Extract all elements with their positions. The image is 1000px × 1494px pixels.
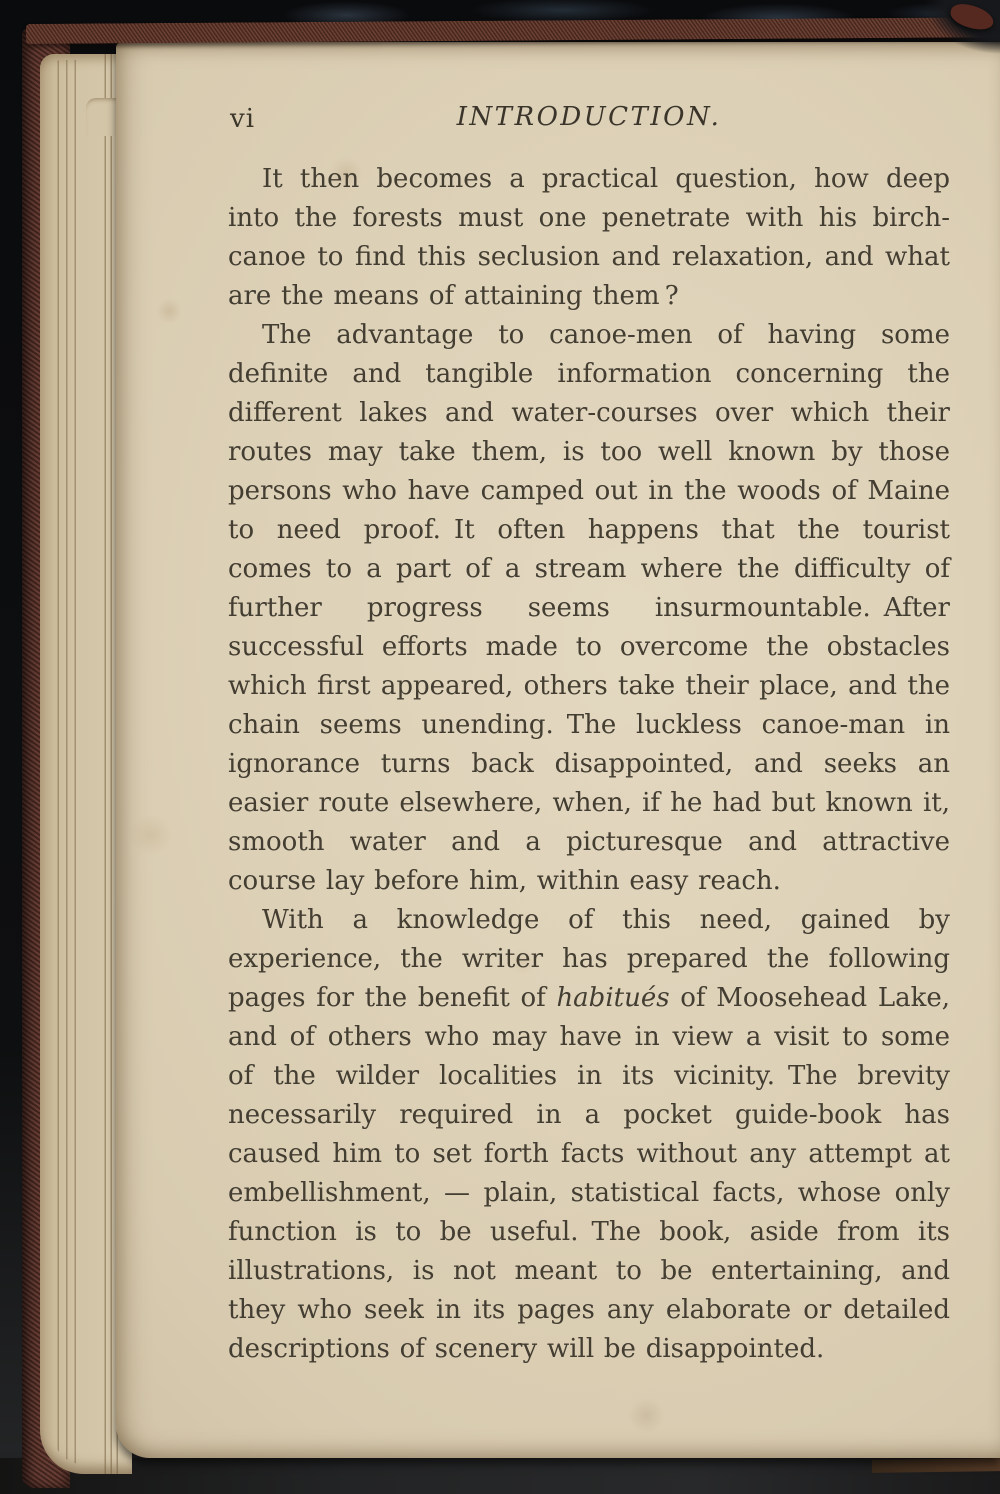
background-bottom — [0, 1458, 1000, 1494]
page-number: vi — [230, 104, 256, 134]
paragraph-2: The advantage to canoe-men of having some definite and tangible information concerning the different lakes and water-courses over which their routes may take them, is too well known by those persons who have camped out in the woods of Maine to need proof. It often happens that the tourist comes to a part of a stream where the difficulty of further progress seems insurmountable. After successful efforts made to overcome the obstacles which first appeared, others take their place, and the chain seems unending. The luckless canoe-man in ignorance turns back disappointed, and seeks an easier route elsewhere, when, if he had but known it, smooth water and a picturesque and attractive course lay before him, within easy reach. — [228, 320, 950, 896]
cover-bottom-edge — [872, 1458, 1000, 1473]
paragraph-3-text-continued: of Moosehead Lake, and of others who may have in view a visit to some of the wilder localities in its vicinity. The brevity necessarily required in a pocket guide-book has caused him to set forth facts without any attempt at embellishment, — plain, statistical facts, whose only function is to be useful. The book, aside from its illustrations, is not meant to be entertaining, and they who seek in its pages any elaborate or detailed descriptions of scenery will be disappointed. — [228, 983, 950, 1364]
page-edge-lines — [54, 60, 82, 1464]
paragraph-3-text: With a knowledge of this need, gained by experience, the writer has prepared the following pages for the benefit of — [228, 905, 950, 1013]
italic-word-habitues: habitués — [556, 983, 670, 1013]
book-page — [116, 42, 1000, 1458]
book-cover-top-edge — [26, 17, 1000, 44]
page-header — [228, 102, 950, 144]
running-title: INTRODUCTION. — [456, 102, 722, 132]
paragraph-3 — [228, 901, 950, 1369]
paragraph-1: It then becomes a practical question, how deep into the forests must one penetrate with his birch-canoe to find this seclusion and relaxation, and what are the means of attaining them ? — [228, 164, 950, 311]
page-text — [228, 160, 950, 1369]
